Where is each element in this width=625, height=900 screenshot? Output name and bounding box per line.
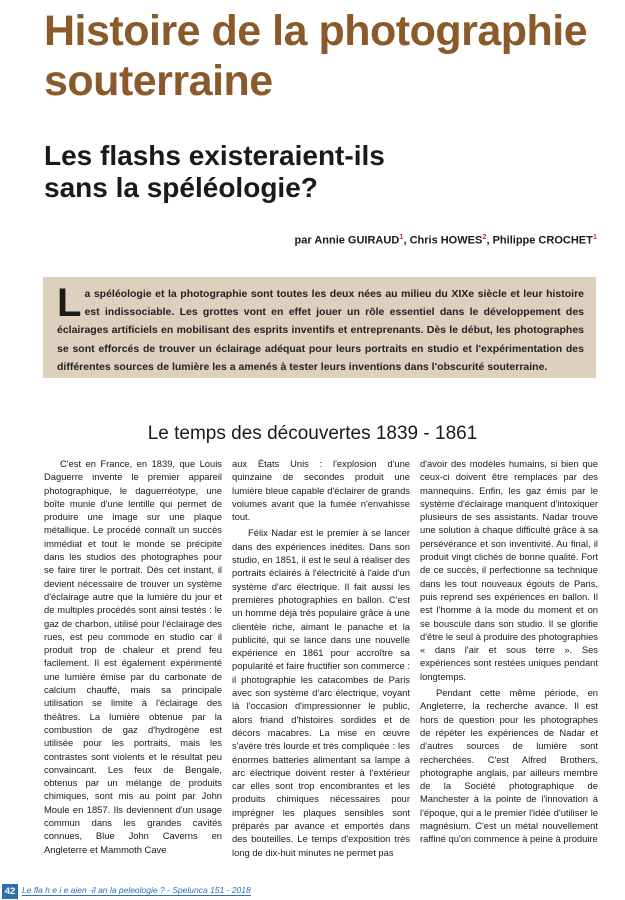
text-column-2 [232, 457, 410, 877]
author-name: Annie GUIRAUD [314, 234, 400, 247]
authors-line [295, 232, 597, 247]
author-name: Chris HOWES [409, 234, 483, 247]
article-subtitle [44, 140, 604, 204]
author-separator: , [486, 234, 490, 247]
page-number: 42 [2, 884, 18, 899]
footer-rule [22, 895, 251, 896]
authors-prefix: par [294, 234, 312, 247]
paragraph: Félix Nadar est le premier à se lancer dans des expériences inédites. Dans son studio, en 1851, il est le seul à réaliser des portraits éclairés à l'électricité à l'aide d'un système d'arc électrique. Il fait aussi les premières photographies en ballon. C'est un homme déjà très populaire grâce à une clientèle riche, aimant le panache et la publicité, qui se lance dans une nouvelle expérience en 1861 pour accroître sa popularité et faire fructifier son commerce : il photographie les catacombes de Paris avec son système d'arc électrique, voyant là l'occasion d'impressionner le public, alors friand d'histoires sordides et de décors macabres. La mise en œuvre s'avère très lourde et très compliquée : les énormes batteries alimentant sa lampe à arc électrique doivent rester à l'extérieur car elles sont trop encombrantes et les produits chimiques nécessaires pour imprégner les plaques sensibles sont préparés par avance et emportés dans des bouteilles. Le temps d'exposition très long de dix-huit minutes ne permet pas [232, 527, 410, 858]
footer-text: Le fla h e i e aien -il an la peleologie ? - Spelunca 151 - 2018 [22, 885, 251, 895]
abstract-box [43, 277, 596, 378]
author-affiliation-ref: 2 [482, 232, 487, 241]
paragraph: C'est en France, en 1839, que Louis Daguerre invente le premier appareil photographique, le daguerréotype, une boîte munie d'une lentille qui permet de produire une image sur une plaque métallique. Le procédé connaît un succès immédiat et tout le monde se précipite dans les studios des photographes pour se faire tirer le portrait. Dès cet instant, il devient nécessaire de trouver un système d'éclairage autre que la lumière du jour et de multiples procédés sont ainsi testés : le gaz de charbon, utilisé pour l'éclairage des rues, est peu commode en studio car il produit trop de chaleur et prend feu facilement. Il est également expérimenté une lumière émise par du carbonate de calcium chauffé, mais sa principale utilisation se limite à l'éclairage des théâtres. La lumière obtenue par la combustion de gaz d'hydrogène est utilisée pour les portraits, mais les contrastes sont violents et le résultat peu convaincant. Les feux de Bengale, obtenus par un mélange de produits chimiques, sont mis au point par John Moule en 1857. Ils deviennent d'un usage commun dans les grandes cavités connues, Blue John Caverns en Angleterre et Mammoth Cave [44, 458, 222, 855]
author-affiliation-ref: 1 [592, 232, 597, 241]
text-column-1 [44, 457, 222, 877]
author-affiliation-ref: 1 [399, 232, 404, 241]
subtitle-line-1: Les flashs existeraient-ils [44, 140, 385, 171]
abstract-text: a spéléologie et la photographie sont toutes les deux nées au milieu du XIXe siècle et leur histoire est indissociable. Les grottes vont en effet jouer un rôle essentiel dans le développement des éclairages artificiels en mobilisant des esprits inventifs et entreprenants. Dès le début, les photographes se sont efforcés de trouver un éclairage adéquat pour leurs portraits en studio et l'expérimentation des différentes sources de lumière les a amenés à tester leurs inventions dans l'obscurité souterraine. [57, 288, 584, 373]
paragraph: d'avoir des modèles humains, si bien que ceux-ci doivent être remplacés par des mannequins. Enfin, les gaz émis par le système d'éclairage manquent d'intoxiquer plusieurs de ses assistants. Nadar trouve une solution à chaque difficulté grâce à sa persévérance et son inventivité. Au final, il produit vingt clichés de bonne qualité. Fort de ce succès, il perfectionne sa technique dans les tout nouveaux égouts de Paris, puis reprend ses expériences en ballon. Il est l'homme à la mode du moment et on se bouscule dans son studio. Il se glorifie d'être le seul à produire des photographies « dans l'air et sous terre ». Ses expériences sont restées uniques pendant longtemps. [420, 458, 598, 682]
subtitle-line-2: sans la spéléologie? [44, 172, 318, 203]
paragraph: aux États Unis : l'explosion d'une quinzaine de secondes produit une lumière bleue capable d'éclairer de grands volumes avant que la fumée n'envahisse tout. [232, 458, 410, 523]
section-title: Le temps des découvertes 1839 - 1861 [147, 423, 478, 444]
author-separator: , [403, 234, 407, 247]
article-title: Histoire de la photographie souterraine [44, 7, 588, 105]
text-column-3 [420, 457, 598, 877]
footer-running-title [22, 885, 251, 895]
abstract-dropcap: L [57, 281, 82, 325]
page-footer [0, 883, 625, 900]
author-name: Philippe CROCHET [492, 234, 593, 247]
paragraph: Pendant cette même période, en Angleterre, la recherche avance. Il est hors de question pour les photographes de répéter les expériences de Nadar et d'autres sources de lumière sont recherchées. C'est Alfred Brothers, photographe anglais, par ailleurs membre de la Société photographique de Manchester à la pointe de l'innovation à l'époque, qui a le premier l'idée d'utiliser le magnésium. C'est un métal nouvellement raffiné qu'on commence à peine à produire [420, 687, 598, 845]
